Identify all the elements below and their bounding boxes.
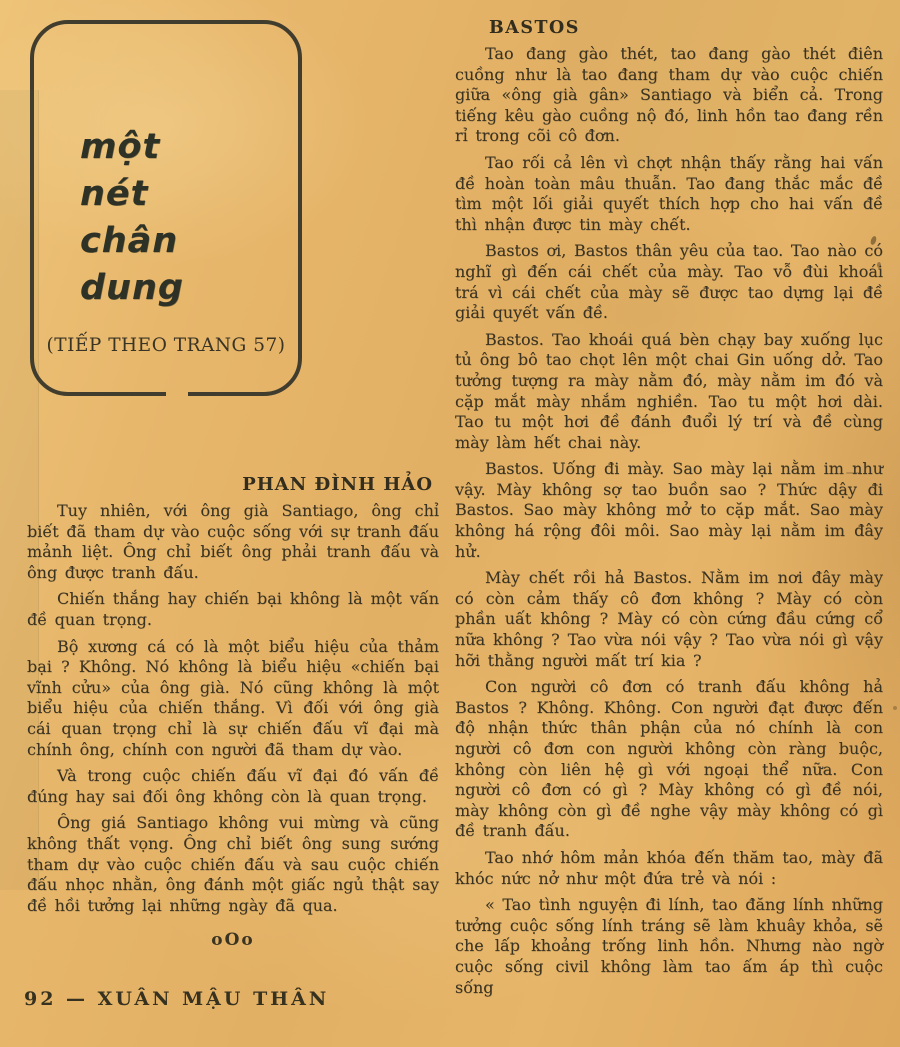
paragraph: Tuy nhiên, với ông già Santiago, ông chỉ biết đã tham dự vào cuộc sống với sự tranh đấu mảnh liệt. Ông chỉ biết ông phải tranh đấu và ông được tranh đấu. [27, 501, 439, 582]
paragraph: Tao rối cả lên vì chợt nhận thấy rằng hai vấn đề hoàn toàn mâu thuẫn. Tao đang thắc mắc đề tìm một lối giải quyết thích hợp cho hai vấn đề thì nhận được tin mày chết. [455, 152, 883, 234]
paragraph: Bastos. Tao khoái quá bèn chạy bay xuống lục tủ ông bô tao chọt lên một chai Gin uống dở. Tao tưởng tượng ra mày nằm đó, mày nằm im đó và cặp mắt mày nhắm nghiền. Tao tu một hơi dài. Tao tu một hơi đề đánh đuổi lý trí và đề cùng mày làm hết chai này. [455, 329, 883, 452]
section-divider: oOo [211, 930, 255, 951]
paragraph: Và trong cuộc chiến đấu vĩ đại đó vấn đề đúng hay sai đối ông không còn là quan trọng. [27, 766, 439, 806]
border-gap [166, 390, 188, 397]
paragraph: Bộ xương cá có là một biểu hiệu của thảm bại ? Không. Nó không là biểu hiệu «chiến bại vĩnh cửu» của ông già. Nó cũng không là một biểu hiệu của chiến thắng. Vì đối với ông già cái quan trọng chỉ là sự chiến đấu vĩ đại mà chính ông, chính con người đã tham dự vào. [27, 636, 439, 759]
ink-speck [893, 706, 897, 710]
author-heading: PHAN ĐÌNH HẢO [242, 474, 433, 495]
paragraph: Mày chết rồi hả Bastos. Nằm im nơi đây mày có còn cảm thấy cô đơn không ? Mày có còn phần uất không ? Mày có còn cứng đầu cứng cổ nữa không ? Tao vừa nói vậy ? Tao vừa nói gì vậy hỡi thằng người mất trí kia ? [455, 568, 883, 670]
story-heading: BASTOS [489, 18, 580, 38]
title-line: chân [80, 221, 179, 261]
paragraph: Tao đang gào thét, tao đang gào thét điên cuồng như là tao đang tham dự vào cuộc chiến giữa «ông già gân» Santiago và biển cả. Trong tiếng kêu gào cuồng nộ đó, linh hồn tao đang rền rỉ trong cõi cô đơn. [455, 44, 883, 146]
paragraph: Con người cô đơn có tranh đấu không hả Bastos ? Không. Không. Con người đạt được đến độ nhận thức thân phận của nó chính là con người cô đơn con người không còn ràng buộc, không còn liên hệ gì với ngoại thể nữa. Con người cô đơn có gì ? Mày không có gì đề nói, mày không còn gì đề nghe vậy mày không có gì đề tranh đấu. [455, 677, 883, 841]
paragraph: « Tao tình nguyện đi lính, tao đăng lính những tưởng cuộc sống lính tráng sẽ làm khuây khỏa, sẽ che lấp khoảng trống linh hồn. Nhưng nào ngờ cuộc sống civil không làm tao ấm áp thì cuộc sống [455, 895, 884, 997]
page-footer: 92 — XUÂN MẬU THÂN [24, 988, 330, 1010]
title-line: một [80, 127, 161, 167]
paragraph: Bastos ơi, Bastos thân yêu của tao. Tao nào có nghĩ gì đến cái chết của mày. Tao vỗ đùi khoái trá vì cái chết của mày sẽ được tao dựng lại đề giải quyết vấn đề. [455, 241, 883, 323]
right-column [455, 18, 883, 1004]
title-line: nét [80, 174, 149, 214]
paragraph: Ông giá Santiago không vui mừng và cũng không thất vọng. Ông chỉ biết ông sung sướng tham dự vào cuộc chiến đấu và sau cuộc chiến đấu nhọc nhằn, ông đánh một giấc ngủ thật say đề hồi tưởng lại những ngày đã qua. [27, 813, 439, 915]
paragraph: Tao nhớ hôm mản khóa đến thăm tao, mày đã khóc nức nở như một đứa trẻ và nói : [455, 847, 883, 888]
article-title [80, 124, 184, 312]
continuation-note: (TIẾP THEO TRANG 57) [46, 335, 286, 356]
paragraph: Chiến thắng hay chiến bại không là một vấn đề quan trọng. [27, 589, 439, 629]
paragraph: Bastos. Uống đi mày. Sao mày lại nằm im như vậy. Mày không sợ tao buồn sao ? Thức dậy đi Bastos. Sao mày không mở to cặp mắt. Sao mày không há rộng đôi môi. Sao mày lại nằm im đây hử. [455, 459, 883, 561]
title-box [30, 20, 302, 396]
left-column [27, 474, 439, 950]
title-line: dung [80, 268, 184, 308]
